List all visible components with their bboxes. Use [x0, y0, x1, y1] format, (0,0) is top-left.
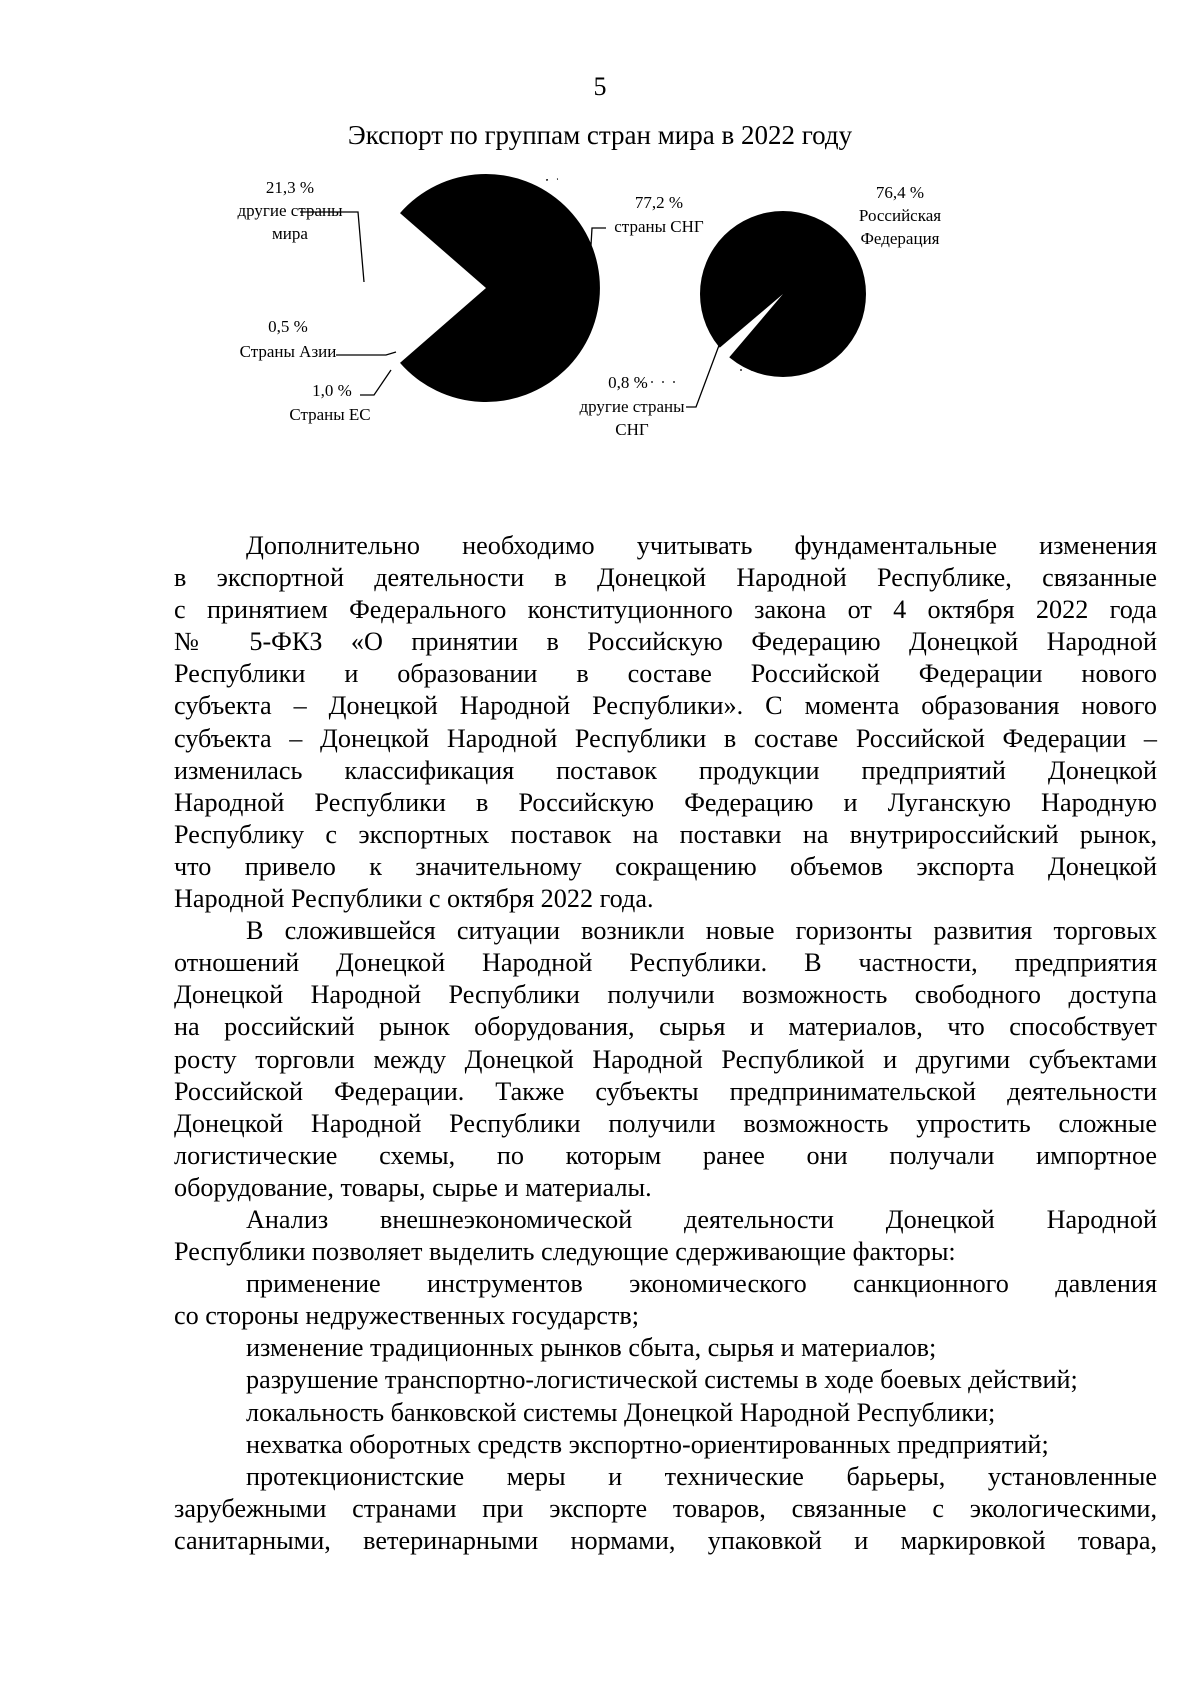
text-line: оборудование, товары, сырье и материалы. [174, 1172, 652, 1202]
label-other-cis-pct: 0,8 % [608, 373, 648, 392]
label-asia-pct: 0,5 % [268, 317, 308, 336]
text-line: № 5-ФКЗ «О принятии в Российскую Федерацию Донецкой Народной [174, 627, 1157, 657]
text-line: нехватка оборотных средств экспортно-ориентированных предприятий; [246, 1429, 1049, 1459]
text-line: изменилась классификация поставок продукции предприятий Донецкой [174, 755, 1157, 785]
text-line: Донецкой Народной Республики получили возможность свободного доступа [174, 980, 1157, 1010]
text-line: со стороны недружественных государств; [174, 1301, 640, 1331]
text-line: зарубежными странами при экспорте товаров, связанные с экологическими, [174, 1493, 1157, 1523]
text-line: санитарными, ветеринарными нормами, упаковкой и маркировкой товара, [174, 1525, 1157, 1555]
pie-right [700, 211, 866, 377]
text-line: Народной Республики в Российскую Федерацию и Луганскую Народную [174, 787, 1157, 817]
text-line: Российской Федерации. Также субъекты предпринимательской деятельности [174, 1076, 1157, 1106]
chart-title: Экспорт по группам стран мира в 2022 году [347, 120, 853, 150]
text-line: протекционистские меры и технические барьеры, установленные [246, 1461, 1157, 1491]
pie-left [400, 174, 600, 402]
label-other-cis-l1: другие страны [579, 397, 685, 416]
label-other-world-l1: другие страны [237, 201, 343, 220]
text-line: росту торговли между Донецкой Народной Республикой и другими субъектами [174, 1044, 1157, 1074]
label-eu: Страны ЕС [289, 405, 371, 424]
page-number: 5 [593, 72, 607, 101]
text-line: субъекта – Донецкой Народной Республики в составе Российской Федерации – [174, 723, 1157, 753]
text-line: В сложившейся ситуации возникли новые горизонты развития торговых [246, 916, 1157, 946]
text-line: Народной Республики с октября 2022 года. [174, 884, 654, 914]
text-line: Донецкой Народной Республики получили возможность упростить сложные [174, 1108, 1157, 1138]
label-eu-pct: 1,0 % [312, 381, 352, 400]
label-other-world-pct: 21,3 % [265, 178, 315, 197]
label-rf-l2: Федерация [860, 229, 940, 248]
label-other-world-l2: мира [272, 224, 308, 243]
text-line: Дополнительно необходимо учитывать фундаментальные изменения [246, 531, 1157, 560]
text-line: Анализ внешнеэкономической деятельности Донецкой Народной [246, 1204, 1157, 1234]
text-line: отношений Донецкой Народной Республики. В частности, предприятия [174, 948, 1157, 978]
text-line: Республики позволяет выделить следующие сдерживающие факторы: [174, 1237, 956, 1267]
text-line: Республики и образовании в составе Российской Федерации нового [174, 659, 1157, 689]
body-text [174, 530, 1157, 1557]
label-cis: страны СНГ [614, 217, 704, 236]
label-asia: Страны Азии [239, 342, 337, 361]
text-line: применение инструментов экономического санкционного давления [246, 1269, 1157, 1299]
text-line: в экспортной деятельности в Донецкой Народной Республике, связанные [174, 563, 1157, 593]
label-rf-pct: 76,4 % [875, 183, 925, 202]
text-line: разрушение транспортно-логистической системы в ходе боевых действий; [246, 1365, 1078, 1395]
text-line: изменение традиционных рынков сбыта, сырья и материалов; [246, 1333, 937, 1363]
text-line: с принятием Федерального конституционного закона от 4 октября 2022 года [174, 595, 1157, 625]
text-line: локальность банковской системы Донецкой Народной Республики; [246, 1397, 996, 1427]
pie-slice-cis-and-other [400, 174, 600, 402]
label-rf-l1: Российская [858, 206, 942, 225]
label-cis-pct: 77,2 % [634, 193, 684, 212]
export-pie-charts [200, 170, 1070, 500]
text-line: логистические схемы, по которым ранее они получали импортное [174, 1140, 1157, 1170]
text-line: на российский рынок оборудования, сырья и материалов, что способствует [174, 1012, 1157, 1042]
text-line: субъекта – Донецкой Народной Республики». С момента образования нового [174, 691, 1157, 721]
text-line: что привело к значительному сокращению объемов экспорта Донецкой [174, 851, 1157, 881]
text-line: Республику с экспортных поставок на поставки на внутрироссийский рынок, [174, 819, 1157, 849]
label-other-cis-l2: СНГ [615, 420, 649, 439]
